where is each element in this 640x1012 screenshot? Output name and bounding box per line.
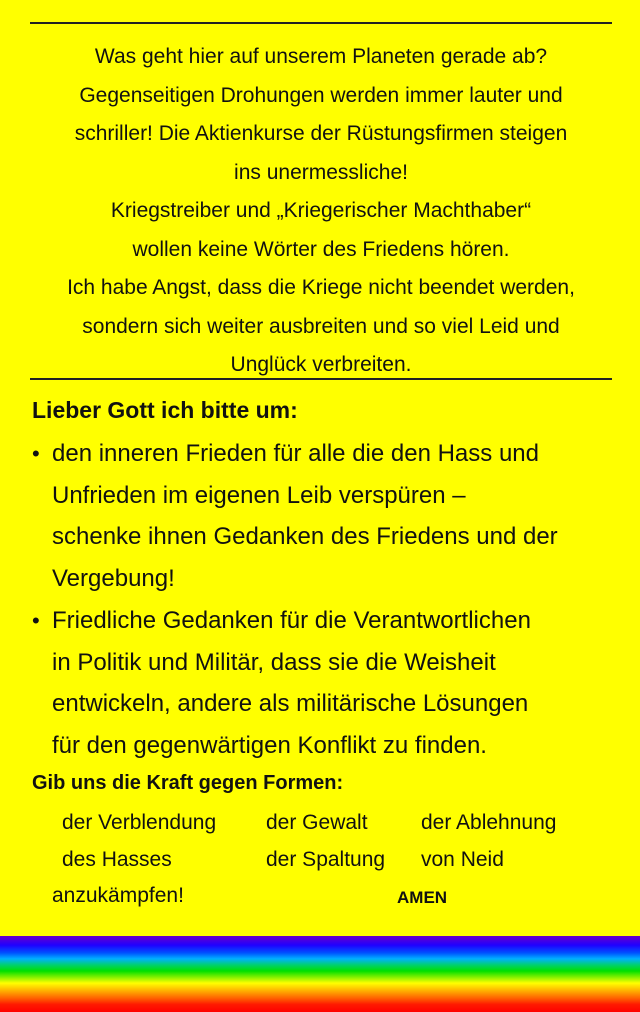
closing-text: anzukämpfen! <box>52 884 184 907</box>
bullet-line: entwickeln, andere als militärische Lösungen <box>52 690 529 717</box>
middle-divider <box>30 378 612 380</box>
form-item-hatred: des Hasses <box>62 848 172 871</box>
top-divider <box>30 22 612 24</box>
form-item-division: der Spaltung <box>266 848 386 871</box>
prayer-bullet-inner-peace <box>32 433 622 599</box>
bullet-line: Friedliche Gedanken für die Verantwortlichen <box>52 607 531 634</box>
intro-paragraph <box>30 38 612 385</box>
prayer-bullet-peaceful-thoughts <box>32 600 622 766</box>
intro-line: Was geht hier auf unserem Planeten gerade ab? <box>94 45 548 68</box>
intro-line: Gegenseitigen Drohungen werden immer lauter und <box>79 83 563 107</box>
strength-heading: Gib uns die Kraft gegen Formen: <box>32 772 344 794</box>
bullet-line: in Politik und Militär, dass sie die Weisheit <box>52 648 496 676</box>
rainbow-band <box>0 936 640 1012</box>
form-item-blindness: der Verblendung <box>62 811 217 834</box>
bullet-line: für den gegenwärtigen Konflikt zu finden. <box>52 731 487 759</box>
prayer-heading: Lieber Gott ich bitte um: <box>32 397 298 423</box>
intro-line: wollen keine Wörter des Friedens hören. <box>132 237 510 261</box>
intro-line: ins unermessliche! <box>234 160 408 184</box>
amen-text: AMEN <box>397 888 448 907</box>
intro-line: Unglück verbreiten. <box>230 353 412 376</box>
bullet-line: den inneren Frieden für alle die den Hass und <box>52 440 539 467</box>
bullet-icon: • <box>32 441 40 466</box>
form-item-rejection: der Ablehnung <box>421 811 557 834</box>
intro-line: sondern sich weiter ausbreiten und so viel Leid und <box>82 314 560 338</box>
intro-line: schriller! Die Aktienkurse der Rüstungsfirmen steigen <box>74 122 568 145</box>
bullet-line: Unfrieden im eigenen Leib verspüren – <box>52 481 466 509</box>
intro-line: Ich habe Angst, dass die Kriege nicht beendet werden, <box>67 276 575 299</box>
form-item-envy: von Neid <box>421 848 504 871</box>
bullet-icon: • <box>32 608 40 633</box>
bullet-line: schenke ihnen Gedanken des Friedens und der <box>52 523 558 550</box>
bullet-line: Vergebung! <box>52 564 175 592</box>
form-item-violence: der Gewalt <box>266 811 368 834</box>
intro-line: Kriegstreiber und „Kriegerischer Machthaber“ <box>110 199 532 222</box>
